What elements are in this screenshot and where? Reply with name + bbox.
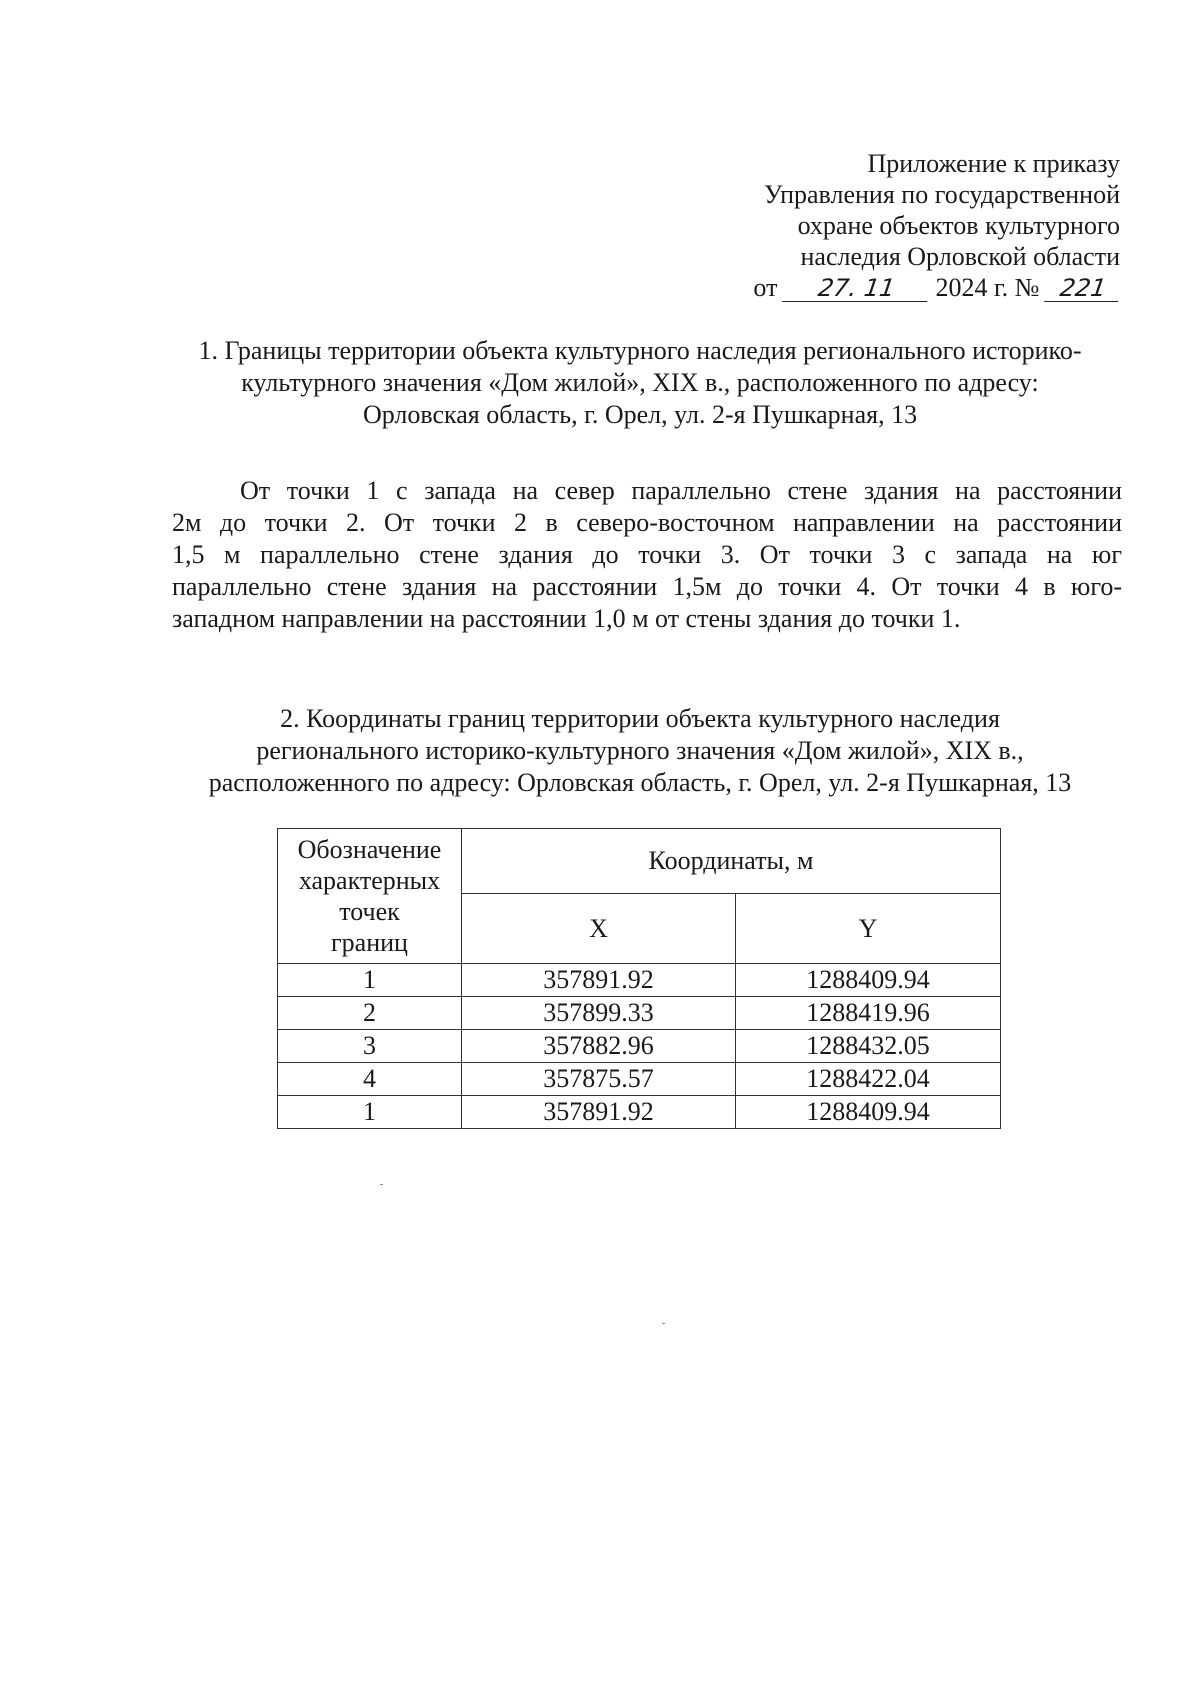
description-line: параллельно стене здания на расстоянии 1,5м до точки 4. От точки 4 в юго- [172, 572, 1122, 601]
cell-point: 2 [278, 997, 462, 1030]
scan-speck [380, 1184, 383, 1185]
legend-line: характерных [298, 866, 441, 895]
table-row [278, 1096, 1001, 1129]
cell-y: 1288419.96 [736, 997, 1001, 1030]
cell-x: 357891.92 [462, 1096, 736, 1129]
description-line: 2м до точки 2. От точки 2 в северо-восточном направлении на расстоянии [172, 508, 1122, 537]
legend-line: точек [339, 897, 400, 926]
section1-title-line: культурного значения «Дом жилой», XIX в., расположенного по адресу: [241, 368, 1039, 397]
legend-line: границ [331, 928, 408, 957]
year-text: 2024 г. № [935, 273, 1040, 302]
description-line: От точки 1 с запада на север параллельно стене здания на расстоянии [240, 476, 1122, 505]
date-prefix: от [753, 273, 778, 302]
section2-title [150, 703, 1130, 799]
appendix-line-4: наследия Орловской области [800, 242, 1120, 271]
appendix-header [753, 148, 1120, 303]
table-row [278, 997, 1001, 1030]
handwritten-order-number: 221 [1044, 275, 1122, 302]
header-coordinates: Координаты, м [462, 829, 1001, 894]
cell-x: 357899.33 [462, 997, 736, 1030]
description-line: 1,5 м параллельно стене здания до точки 3. От точки 3 с запада на юг [172, 540, 1122, 569]
cell-x: 357891.92 [462, 964, 736, 997]
cell-x: 357875.57 [462, 1063, 736, 1096]
cell-y: 1288409.94 [736, 964, 1001, 997]
section1-title-line: Орловская область, г. Орел, ул. 2-я Пушкарная, 13 [362, 400, 918, 429]
section1-title [150, 335, 1130, 431]
cell-point: 1 [278, 964, 462, 997]
table-header-row [278, 829, 1001, 894]
cell-x: 357882.96 [462, 1030, 736, 1063]
header-point-designation [278, 829, 462, 964]
boundary-description [172, 475, 1122, 635]
scan-speck [662, 1323, 665, 1324]
coordinates-table [277, 828, 1001, 1129]
section1-title-line: 1. Границы территории объекта культурного наследия регионального историко- [198, 336, 1082, 365]
table-row [278, 964, 1001, 997]
cell-point: 3 [278, 1030, 462, 1063]
cell-point: 1 [278, 1096, 462, 1129]
header-x: X [462, 894, 736, 964]
cell-point: 4 [278, 1063, 462, 1096]
section2-title-line: 2. Координаты границ территории объекта культурного наследия [280, 704, 1000, 733]
cell-y: 1288409.94 [736, 1096, 1001, 1129]
description-line: западном направлении на расстоянии 1,0 м от стены здания до точки 1. [172, 604, 961, 633]
cell-y: 1288432.05 [736, 1030, 1001, 1063]
section2-title-line: расположенного по адресу: Орловская область, г. Орел, ул. 2-я Пушкарная, 13 [208, 768, 1072, 797]
appendix-line-3: охране объектов культурного [797, 211, 1120, 240]
appendix-line-1: Приложение к приказу [867, 149, 1120, 178]
header-y: Y [736, 894, 1001, 964]
legend-line: Обозначение [297, 835, 442, 864]
appendix-date-line [753, 272, 1120, 303]
table-row [278, 1063, 1001, 1096]
section2-title-line: регионального историко-культурного значения «Дом жилой», XIX в., [256, 736, 1024, 765]
table-row [278, 1030, 1001, 1063]
cell-y: 1288422.04 [736, 1063, 1001, 1096]
appendix-line-2: Управления по государственной [763, 180, 1120, 209]
handwritten-date: 27. 11 [782, 275, 931, 302]
